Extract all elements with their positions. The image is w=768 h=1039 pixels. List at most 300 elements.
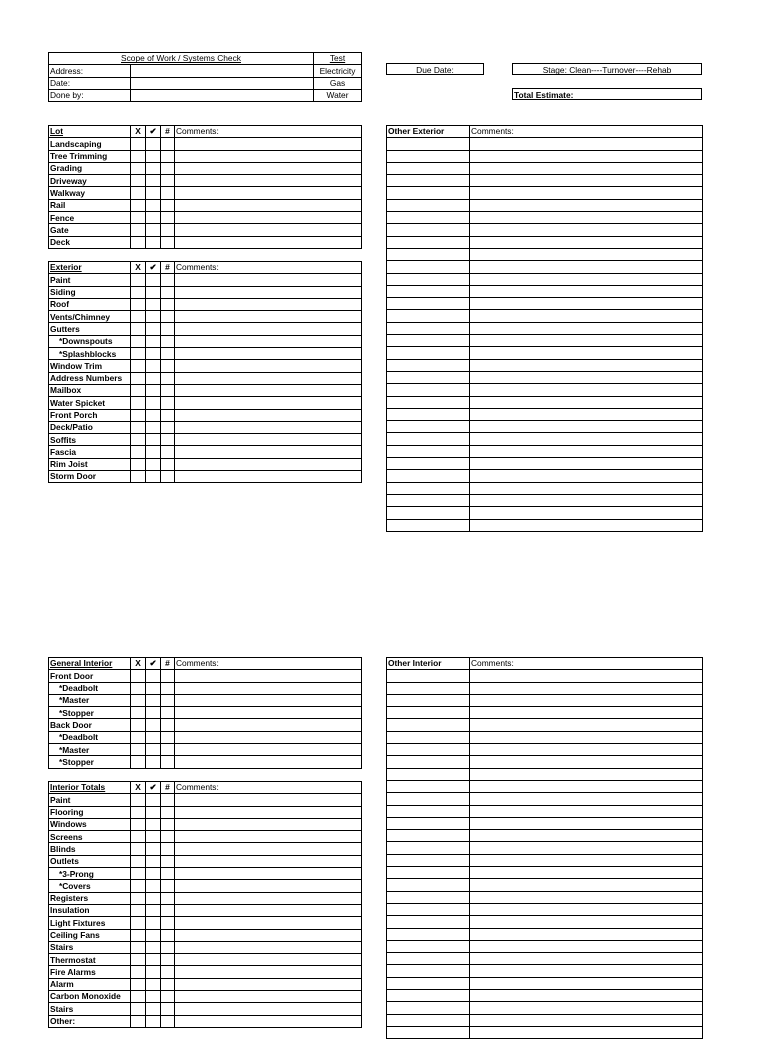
- comment-cell[interactable]: [470, 150, 703, 162]
- number-cell[interactable]: [161, 286, 175, 298]
- comment-cell[interactable]: [470, 248, 703, 260]
- item-cell[interactable]: [387, 707, 470, 719]
- check-cell[interactable]: [146, 682, 161, 694]
- check-cell[interactable]: [146, 212, 161, 224]
- check-cell[interactable]: [146, 434, 161, 446]
- number-cell[interactable]: [161, 731, 175, 743]
- comment-cell[interactable]: [470, 891, 703, 903]
- number-cell[interactable]: [161, 929, 175, 941]
- comment-cell[interactable]: [175, 978, 362, 990]
- check-cell[interactable]: [146, 311, 161, 323]
- number-cell[interactable]: [161, 694, 175, 706]
- x-cell[interactable]: [131, 978, 146, 990]
- x-cell[interactable]: [131, 1003, 146, 1015]
- number-cell[interactable]: [161, 880, 175, 892]
- comment-cell[interactable]: [470, 162, 703, 174]
- comment-cell[interactable]: [175, 397, 362, 409]
- check-cell[interactable]: [146, 966, 161, 978]
- x-cell[interactable]: [131, 360, 146, 372]
- item-cell[interactable]: [387, 396, 470, 408]
- check-cell[interactable]: [146, 224, 161, 236]
- comment-cell[interactable]: [175, 384, 362, 396]
- comment-cell[interactable]: [470, 408, 703, 420]
- check-cell[interactable]: [146, 471, 161, 483]
- comment-cell[interactable]: [470, 805, 703, 817]
- comment-cell[interactable]: [470, 768, 703, 780]
- number-cell[interactable]: [161, 1015, 175, 1027]
- comment-cell[interactable]: [175, 954, 362, 966]
- check-cell[interactable]: [146, 744, 161, 756]
- number-cell[interactable]: [161, 1003, 175, 1015]
- x-cell[interactable]: [131, 1015, 146, 1027]
- comment-cell[interactable]: [470, 187, 703, 199]
- item-cell[interactable]: [387, 842, 470, 854]
- item-cell[interactable]: [387, 433, 470, 445]
- check-cell[interactable]: [146, 138, 161, 150]
- x-cell[interactable]: [131, 991, 146, 1003]
- x-cell[interactable]: [131, 966, 146, 978]
- x-cell[interactable]: [131, 348, 146, 360]
- x-cell[interactable]: [131, 150, 146, 162]
- item-cell[interactable]: [387, 830, 470, 842]
- comment-cell[interactable]: [470, 224, 703, 236]
- x-cell[interactable]: [131, 458, 146, 470]
- number-cell[interactable]: [161, 138, 175, 150]
- comment-cell[interactable]: [175, 744, 362, 756]
- comment-cell[interactable]: [175, 286, 362, 298]
- item-cell[interactable]: [387, 445, 470, 457]
- x-cell[interactable]: [131, 868, 146, 880]
- comment-cell[interactable]: [470, 854, 703, 866]
- number-cell[interactable]: [161, 843, 175, 855]
- comment-cell[interactable]: [175, 868, 362, 880]
- comment-cell[interactable]: [175, 843, 362, 855]
- item-cell[interactable]: [387, 150, 470, 162]
- comment-cell[interactable]: [470, 842, 703, 854]
- x-cell[interactable]: [131, 175, 146, 187]
- item-cell[interactable]: [387, 507, 470, 519]
- comment-cell[interactable]: [175, 162, 362, 174]
- x-cell[interactable]: [131, 806, 146, 818]
- check-cell[interactable]: [146, 978, 161, 990]
- number-cell[interactable]: [161, 991, 175, 1003]
- item-cell[interactable]: [387, 248, 470, 260]
- comment-cell[interactable]: [175, 682, 362, 694]
- comment-cell[interactable]: [175, 311, 362, 323]
- x-cell[interactable]: [131, 212, 146, 224]
- comment-cell[interactable]: [470, 719, 703, 731]
- x-cell[interactable]: [131, 323, 146, 335]
- x-cell[interactable]: [131, 941, 146, 953]
- check-cell[interactable]: [146, 991, 161, 1003]
- item-cell[interactable]: [387, 187, 470, 199]
- comment-cell[interactable]: [470, 236, 703, 248]
- comment-cell[interactable]: [175, 831, 362, 843]
- check-cell[interactable]: [146, 162, 161, 174]
- check-cell[interactable]: [146, 421, 161, 433]
- comment-cell[interactable]: [470, 310, 703, 322]
- comment-cell[interactable]: [175, 731, 362, 743]
- x-cell[interactable]: [131, 434, 146, 446]
- check-cell[interactable]: [146, 694, 161, 706]
- item-cell[interactable]: [387, 371, 470, 383]
- item-cell[interactable]: [387, 421, 470, 433]
- x-cell[interactable]: [131, 682, 146, 694]
- check-cell[interactable]: [146, 756, 161, 768]
- comment-cell[interactable]: [470, 175, 703, 187]
- comment-cell[interactable]: [470, 953, 703, 965]
- stage-box[interactable]: Stage: Clean----Turnover----Rehab: [512, 63, 702, 75]
- comment-cell[interactable]: [470, 371, 703, 383]
- comment-cell[interactable]: [470, 916, 703, 928]
- x-cell[interactable]: [131, 855, 146, 867]
- check-cell[interactable]: [146, 446, 161, 458]
- item-cell[interactable]: [387, 199, 470, 211]
- comment-cell[interactable]: [470, 298, 703, 310]
- item-cell[interactable]: [387, 805, 470, 817]
- x-cell[interactable]: [131, 719, 146, 731]
- item-cell[interactable]: [387, 793, 470, 805]
- number-cell[interactable]: [161, 954, 175, 966]
- comment-cell[interactable]: [175, 224, 362, 236]
- check-cell[interactable]: [146, 731, 161, 743]
- check-cell[interactable]: [146, 286, 161, 298]
- item-cell[interactable]: [387, 384, 470, 396]
- check-cell[interactable]: [146, 236, 161, 248]
- comment-cell[interactable]: [470, 990, 703, 1002]
- comment-cell[interactable]: [175, 335, 362, 347]
- number-cell[interactable]: [161, 236, 175, 248]
- comment-cell[interactable]: [470, 445, 703, 457]
- x-cell[interactable]: [131, 670, 146, 682]
- done-by-field[interactable]: [131, 89, 314, 101]
- comment-cell[interactable]: [175, 1003, 362, 1015]
- item-cell[interactable]: [387, 916, 470, 928]
- number-cell[interactable]: [161, 707, 175, 719]
- comment-cell[interactable]: [175, 348, 362, 360]
- comment-cell[interactable]: [470, 731, 703, 743]
- comment-cell[interactable]: [470, 682, 703, 694]
- check-cell[interactable]: [146, 880, 161, 892]
- x-cell[interactable]: [131, 446, 146, 458]
- check-cell[interactable]: [146, 868, 161, 880]
- comment-cell[interactable]: [470, 433, 703, 445]
- item-cell[interactable]: [387, 138, 470, 150]
- comment-cell[interactable]: [470, 1026, 703, 1038]
- comment-cell[interactable]: [175, 917, 362, 929]
- check-cell[interactable]: [146, 348, 161, 360]
- number-cell[interactable]: [161, 199, 175, 211]
- item-cell[interactable]: [387, 494, 470, 506]
- x-cell[interactable]: [131, 311, 146, 323]
- x-cell[interactable]: [131, 471, 146, 483]
- comment-cell[interactable]: [470, 519, 703, 531]
- x-cell[interactable]: [131, 954, 146, 966]
- number-cell[interactable]: [161, 978, 175, 990]
- number-cell[interactable]: [161, 360, 175, 372]
- comment-cell[interactable]: [175, 199, 362, 211]
- item-cell[interactable]: [387, 817, 470, 829]
- item-cell[interactable]: [387, 212, 470, 224]
- item-cell[interactable]: [387, 670, 470, 682]
- number-cell[interactable]: [161, 397, 175, 409]
- comment-cell[interactable]: [175, 187, 362, 199]
- x-cell[interactable]: [131, 421, 146, 433]
- x-cell[interactable]: [131, 286, 146, 298]
- number-cell[interactable]: [161, 384, 175, 396]
- number-cell[interactable]: [161, 446, 175, 458]
- comment-cell[interactable]: [470, 212, 703, 224]
- item-cell[interactable]: [387, 891, 470, 903]
- number-cell[interactable]: [161, 274, 175, 286]
- comment-cell[interactable]: [470, 756, 703, 768]
- comment-cell[interactable]: [470, 940, 703, 952]
- x-cell[interactable]: [131, 397, 146, 409]
- check-cell[interactable]: [146, 199, 161, 211]
- comment-cell[interactable]: [175, 372, 362, 384]
- check-cell[interactable]: [146, 929, 161, 941]
- item-cell[interactable]: [387, 928, 470, 940]
- address-field[interactable]: [131, 65, 314, 77]
- comment-cell[interactable]: [470, 879, 703, 891]
- comment-cell[interactable]: [470, 199, 703, 211]
- item-cell[interactable]: [387, 682, 470, 694]
- x-cell[interactable]: [131, 274, 146, 286]
- comment-cell[interactable]: [470, 458, 703, 470]
- comment-cell[interactable]: [175, 991, 362, 1003]
- comment-cell[interactable]: [175, 880, 362, 892]
- item-cell[interactable]: [387, 310, 470, 322]
- check-cell[interactable]: [146, 794, 161, 806]
- number-cell[interactable]: [161, 719, 175, 731]
- comment-cell[interactable]: [470, 285, 703, 297]
- item-cell[interactable]: [387, 347, 470, 359]
- check-cell[interactable]: [146, 397, 161, 409]
- comment-cell[interactable]: [175, 707, 362, 719]
- check-cell[interactable]: [146, 323, 161, 335]
- check-cell[interactable]: [146, 670, 161, 682]
- number-cell[interactable]: [161, 212, 175, 224]
- comment-cell[interactable]: [470, 670, 703, 682]
- x-cell[interactable]: [131, 794, 146, 806]
- comment-cell[interactable]: [175, 421, 362, 433]
- number-cell[interactable]: [161, 917, 175, 929]
- check-cell[interactable]: [146, 335, 161, 347]
- comment-cell[interactable]: [175, 446, 362, 458]
- item-cell[interactable]: [387, 408, 470, 420]
- item-cell[interactable]: [387, 322, 470, 334]
- x-cell[interactable]: [131, 138, 146, 150]
- comment-cell[interactable]: [175, 806, 362, 818]
- check-cell[interactable]: [146, 409, 161, 421]
- number-cell[interactable]: [161, 150, 175, 162]
- item-cell[interactable]: [387, 731, 470, 743]
- comment-cell[interactable]: [470, 273, 703, 285]
- number-cell[interactable]: [161, 311, 175, 323]
- x-cell[interactable]: [131, 880, 146, 892]
- comment-cell[interactable]: [175, 236, 362, 248]
- comment-cell[interactable]: [175, 175, 362, 187]
- comment-cell[interactable]: [470, 1002, 703, 1014]
- comment-cell[interactable]: [470, 867, 703, 879]
- x-cell[interactable]: [131, 892, 146, 904]
- item-cell[interactable]: [387, 482, 470, 494]
- comment-cell[interactable]: [470, 817, 703, 829]
- check-cell[interactable]: [146, 1003, 161, 1015]
- comment-cell[interactable]: [470, 694, 703, 706]
- number-cell[interactable]: [161, 458, 175, 470]
- check-cell[interactable]: [146, 372, 161, 384]
- number-cell[interactable]: [161, 892, 175, 904]
- item-cell[interactable]: [387, 273, 470, 285]
- x-cell[interactable]: [131, 409, 146, 421]
- number-cell[interactable]: [161, 904, 175, 916]
- comment-cell[interactable]: [175, 818, 362, 830]
- check-cell[interactable]: [146, 892, 161, 904]
- number-cell[interactable]: [161, 744, 175, 756]
- comment-cell[interactable]: [470, 396, 703, 408]
- comment-cell[interactable]: [175, 966, 362, 978]
- date-field[interactable]: [131, 77, 314, 89]
- x-cell[interactable]: [131, 384, 146, 396]
- x-cell[interactable]: [131, 744, 146, 756]
- item-cell[interactable]: [387, 335, 470, 347]
- comment-cell[interactable]: [470, 482, 703, 494]
- comment-cell[interactable]: [470, 384, 703, 396]
- check-cell[interactable]: [146, 719, 161, 731]
- check-cell[interactable]: [146, 707, 161, 719]
- comment-cell[interactable]: [175, 670, 362, 682]
- item-cell[interactable]: [387, 744, 470, 756]
- check-cell[interactable]: [146, 904, 161, 916]
- number-cell[interactable]: [161, 335, 175, 347]
- comment-cell[interactable]: [175, 855, 362, 867]
- x-cell[interactable]: [131, 298, 146, 310]
- number-cell[interactable]: [161, 323, 175, 335]
- item-cell[interactable]: [387, 940, 470, 952]
- comment-cell[interactable]: [175, 892, 362, 904]
- comment-cell[interactable]: [470, 261, 703, 273]
- item-cell[interactable]: [387, 1026, 470, 1038]
- number-cell[interactable]: [161, 298, 175, 310]
- number-cell[interactable]: [161, 806, 175, 818]
- check-cell[interactable]: [146, 941, 161, 953]
- comment-cell[interactable]: [175, 794, 362, 806]
- item-cell[interactable]: [387, 879, 470, 891]
- check-cell[interactable]: [146, 384, 161, 396]
- item-cell[interactable]: [387, 1014, 470, 1026]
- item-cell[interactable]: [387, 236, 470, 248]
- check-cell[interactable]: [146, 458, 161, 470]
- check-cell[interactable]: [146, 806, 161, 818]
- x-cell[interactable]: [131, 818, 146, 830]
- comment-cell[interactable]: [175, 694, 362, 706]
- comment-cell[interactable]: [175, 138, 362, 150]
- item-cell[interactable]: [387, 519, 470, 531]
- comment-cell[interactable]: [470, 494, 703, 506]
- number-cell[interactable]: [161, 434, 175, 446]
- number-cell[interactable]: [161, 941, 175, 953]
- item-cell[interactable]: [387, 756, 470, 768]
- x-cell[interactable]: [131, 694, 146, 706]
- comment-cell[interactable]: [175, 274, 362, 286]
- item-cell[interactable]: [387, 470, 470, 482]
- number-cell[interactable]: [161, 794, 175, 806]
- check-cell[interactable]: [146, 150, 161, 162]
- number-cell[interactable]: [161, 682, 175, 694]
- number-cell[interactable]: [161, 831, 175, 843]
- item-cell[interactable]: [387, 854, 470, 866]
- check-cell[interactable]: [146, 360, 161, 372]
- check-cell[interactable]: [146, 855, 161, 867]
- comment-cell[interactable]: [470, 780, 703, 792]
- x-cell[interactable]: [131, 162, 146, 174]
- number-cell[interactable]: [161, 175, 175, 187]
- item-cell[interactable]: [387, 694, 470, 706]
- comment-cell[interactable]: [175, 904, 362, 916]
- comment-cell[interactable]: [175, 941, 362, 953]
- check-cell[interactable]: [146, 954, 161, 966]
- x-cell[interactable]: [131, 731, 146, 743]
- number-cell[interactable]: [161, 471, 175, 483]
- item-cell[interactable]: [387, 990, 470, 1002]
- x-cell[interactable]: [131, 707, 146, 719]
- comment-cell[interactable]: [175, 756, 362, 768]
- item-cell[interactable]: [387, 867, 470, 879]
- comment-cell[interactable]: [175, 929, 362, 941]
- item-cell[interactable]: [387, 780, 470, 792]
- check-cell[interactable]: [146, 917, 161, 929]
- x-cell[interactable]: [131, 917, 146, 929]
- item-cell[interactable]: [387, 965, 470, 977]
- item-cell[interactable]: [387, 1002, 470, 1014]
- number-cell[interactable]: [161, 348, 175, 360]
- comment-cell[interactable]: [175, 360, 362, 372]
- item-cell[interactable]: [387, 359, 470, 371]
- comment-cell[interactable]: [470, 347, 703, 359]
- number-cell[interactable]: [161, 224, 175, 236]
- number-cell[interactable]: [161, 421, 175, 433]
- item-cell[interactable]: [387, 953, 470, 965]
- x-cell[interactable]: [131, 236, 146, 248]
- number-cell[interactable]: [161, 372, 175, 384]
- comment-cell[interactable]: [470, 138, 703, 150]
- check-cell[interactable]: [146, 274, 161, 286]
- item-cell[interactable]: [387, 458, 470, 470]
- comment-cell[interactable]: [470, 903, 703, 915]
- number-cell[interactable]: [161, 162, 175, 174]
- comment-cell[interactable]: [470, 421, 703, 433]
- check-cell[interactable]: [146, 298, 161, 310]
- number-cell[interactable]: [161, 187, 175, 199]
- comment-cell[interactable]: [175, 409, 362, 421]
- item-cell[interactable]: [387, 903, 470, 915]
- item-cell[interactable]: [387, 175, 470, 187]
- number-cell[interactable]: [161, 818, 175, 830]
- comment-cell[interactable]: [470, 507, 703, 519]
- comment-cell[interactable]: [175, 298, 362, 310]
- check-cell[interactable]: [146, 843, 161, 855]
- number-cell[interactable]: [161, 868, 175, 880]
- comment-cell[interactable]: [470, 470, 703, 482]
- item-cell[interactable]: [387, 162, 470, 174]
- comment-cell[interactable]: [470, 830, 703, 842]
- comment-cell[interactable]: [470, 744, 703, 756]
- x-cell[interactable]: [131, 199, 146, 211]
- item-cell[interactable]: [387, 285, 470, 297]
- comment-cell[interactable]: [175, 212, 362, 224]
- comment-cell[interactable]: [175, 719, 362, 731]
